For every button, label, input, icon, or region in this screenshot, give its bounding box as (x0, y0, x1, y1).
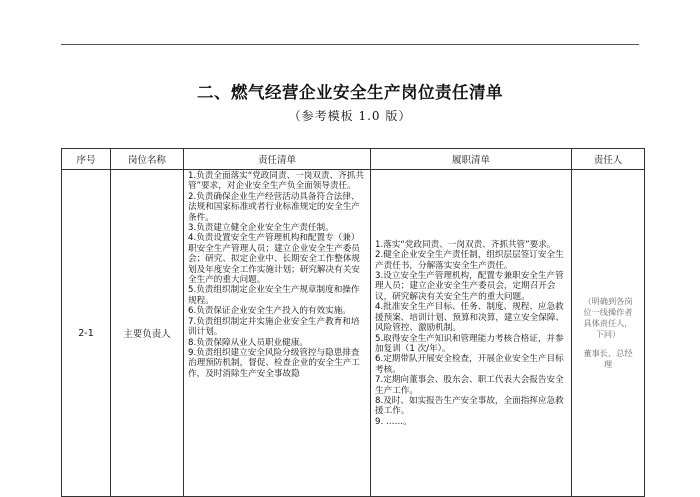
responsibility-item: 9.负责组织建立安全风险分级管控与隐患排查治理预防机制，督促、检查企业的安全生产工作，及时消除生产安全事故隐 (188, 347, 360, 379)
owner-example: 董事长、总经理 (583, 348, 633, 369)
performance-item: 6.定期带队开展安全检查，开展企业安全生产目标考核。 (375, 354, 564, 375)
header-responsibilities: 责任清单 (184, 149, 371, 170)
responsibility-item: 5.负责组织制定企业安全生产规章制度和操作规程。 (188, 285, 360, 306)
table-row (62, 170, 645, 497)
row-position: 主要负责人 (111, 170, 184, 497)
responsibility-item: 6.负责保证企业安全生产投入的有效实施。 (188, 306, 351, 317)
performance-item: 9. ……。 (375, 416, 412, 427)
page-subtitle: （参考模板 1.0 版） (288, 109, 412, 123)
header-performance: 履职清单 (371, 149, 572, 170)
performance-item: 8.及时、如实报告生产安全事故，全面指挥应急救援工作。 (375, 395, 564, 417)
responsibility-item: 4.负责设置安全生产管理机构和配置专（兼）职安全生产管理人员；建立企业安全生产委员会；研究、拟定企业中、长期安全工作整体规划及年度安全工作实施计划；研究解决有关安全生产的重大问题。 (188, 233, 360, 286)
responsibility-item: 8.负责保障从业人员职业健康。 (188, 337, 308, 348)
responsibility-table (61, 148, 645, 497)
header-rule (61, 44, 639, 45)
page-title: 二、燃气经营企业安全生产岗位责任清单 (197, 83, 503, 102)
header-number: 序号 (62, 149, 111, 170)
responsibilities-cell (184, 170, 371, 497)
performance-item: 3.设立安全生产管理机构，配置专兼职安全生产管理人员；建立企业安全生产委员会，定期召开会议，研究解决有关安全生产的重大问题。 (375, 271, 564, 302)
owner-note: （明确到各岗位一线操作者具体责任人，下同） (583, 296, 633, 339)
table-header-row (62, 149, 645, 170)
responsibility-item: 2.负责确保企业生产经营活动具备符合法律、法规和国家标准或者行业标准规定的安全生产条件。 (188, 191, 360, 223)
responsibility-item: 7.负责组织制定并实施企业安全生产教育和培训计划。 (188, 316, 360, 338)
responsibility-item: 3.负责建立健全企业安全生产责任制。 (188, 223, 334, 234)
performance-item: 2.健全企业安全生产责任制，组织层层签订安全生产责任书，分解落实安全生产责任。 (375, 250, 564, 271)
performance-item: 5.取得安全生产知识和管理能力考核合格证，并参加复训（1 次/年）。 (375, 333, 564, 354)
row-number: 2-1 (62, 170, 111, 497)
performance-cell (371, 170, 572, 497)
responsibility-item: 1.负责全面落实“党政同责、一岗双责、齐抓共管”要求，对企业安全生产负全面领导责任。 (188, 171, 364, 192)
performance-item: 4.批准安全生产目标、任务、制度、规程、应急救援预案、培训计划、预算和决算，建立安全保障、风险管控、激励机制。 (375, 302, 565, 334)
performance-item: 7.定期向董事会、股东会、职工代表大会报告安全生产工作。 (375, 375, 564, 396)
header-owner: 责任人 (572, 149, 645, 170)
header-position: 岗位名称 (111, 149, 184, 170)
performance-item: 1.落实“党政同责、一岗双责、齐抓共管”要求。 (375, 239, 556, 250)
owner-cell (572, 170, 645, 497)
